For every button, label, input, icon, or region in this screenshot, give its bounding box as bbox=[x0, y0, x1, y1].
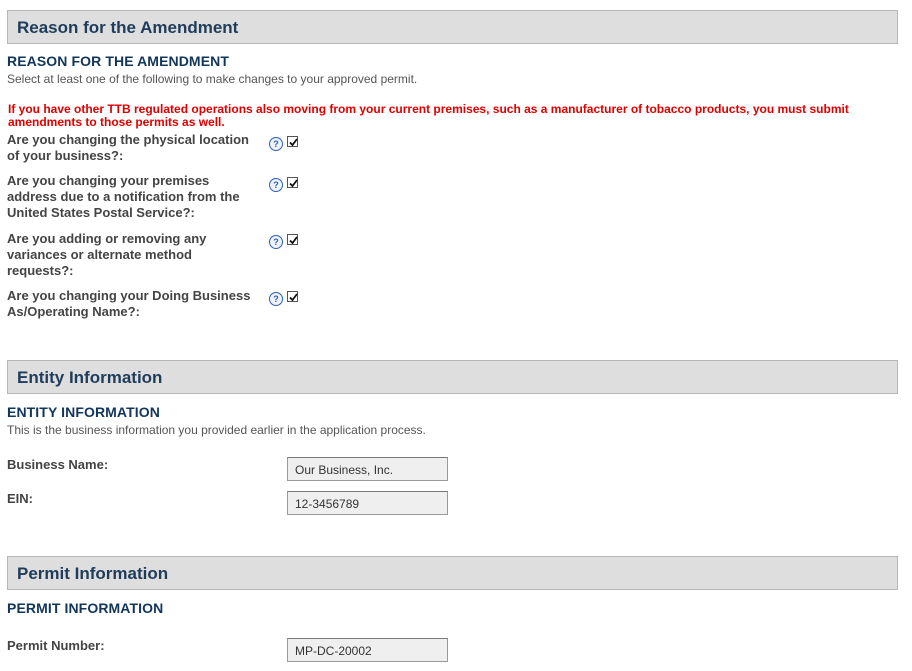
section-header-entity bbox=[7, 360, 898, 394]
question-label-variances: Are you adding or removing any variances or alternate method requests?: bbox=[7, 231, 207, 278]
amendment-warning: If you have other TTB regulated operations also moving from your current premises, such as a manufacturer of tobacco products, you must submit amendments to those permits as well. bbox=[8, 102, 849, 129]
amendment-description: Select at least one of the following to make changes to your approved permit. bbox=[7, 72, 418, 86]
section-title: Permit Information bbox=[17, 564, 169, 583]
amendment-heading: REASON FOR THE AMENDMENT bbox=[7, 53, 229, 69]
entity-description: This is the business information you provided earlier in the application process. bbox=[7, 423, 426, 437]
help-icon[interactable]: ? bbox=[269, 292, 283, 306]
entity-heading: ENTITY INFORMATION bbox=[7, 404, 160, 420]
section-header-amendment bbox=[7, 10, 898, 44]
help-icon[interactable]: ? bbox=[269, 178, 283, 192]
question-label-dba-name: Are you changing your Doing Business As/Operating Name?: bbox=[7, 288, 251, 319]
permit-number-label: Permit Number: bbox=[7, 638, 105, 653]
ein-field[interactable]: 12-3456789 bbox=[287, 491, 448, 515]
business-name-field[interactable]: Our Business, Inc. bbox=[287, 457, 448, 481]
question-label-usps-address: Are you changing your premises address due to a notification from the United States Postal Service?: bbox=[7, 173, 240, 220]
ein-label: EIN: bbox=[7, 491, 33, 506]
question-label-physical-location: Are you changing the physical location of your business?: bbox=[7, 132, 249, 163]
business-name-label: Business Name: bbox=[7, 457, 109, 472]
section-title: Reason for the Amendment bbox=[17, 18, 239, 37]
help-icon[interactable]: ? bbox=[269, 235, 283, 249]
checkbox-usps-address[interactable] bbox=[287, 177, 298, 188]
permit-heading: PERMIT INFORMATION bbox=[7, 600, 164, 616]
checkbox-dba-name[interactable] bbox=[287, 291, 298, 302]
permit-number-field[interactable]: MP-DC-20002 bbox=[287, 638, 448, 662]
section-header-permit bbox=[7, 556, 898, 590]
checkmark-icon bbox=[288, 292, 299, 303]
checkmark-icon bbox=[288, 178, 299, 189]
checkmark-icon bbox=[288, 235, 299, 246]
checkbox-variances[interactable] bbox=[287, 234, 298, 245]
checkmark-icon bbox=[288, 137, 299, 148]
checkbox-physical-location[interactable] bbox=[287, 136, 298, 147]
section-title: Entity Information bbox=[17, 368, 163, 387]
help-icon[interactable]: ? bbox=[269, 137, 283, 151]
